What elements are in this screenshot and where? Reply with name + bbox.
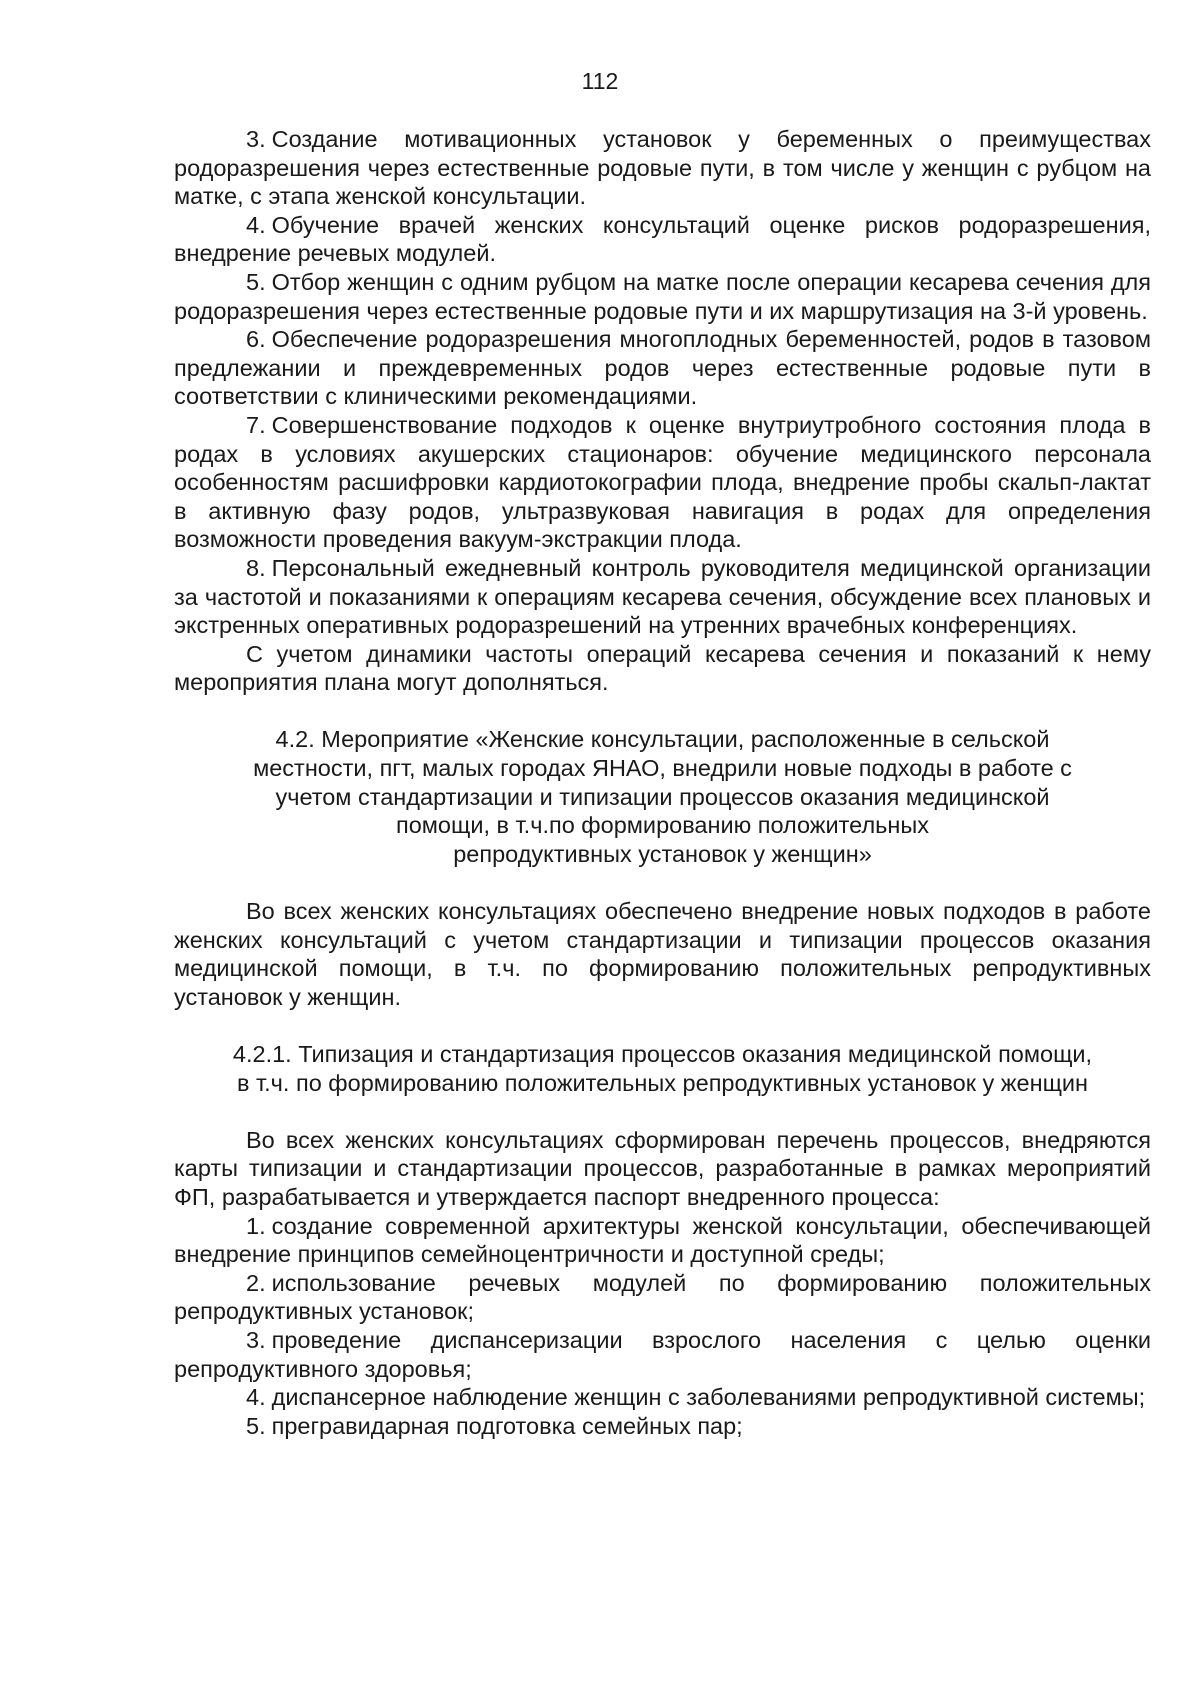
heading-line: местности, пгт, малых городах ЯНАО, внедрили новые подходы в работе с	[253, 755, 1072, 782]
spacer	[174, 697, 1151, 726]
list-item	[174, 125, 1151, 211]
list-item-text: Отбор женщин с одним рубцом на матке после операции кесарева сечения для родоразрешения через естественные родовые пути и их маршрутизация на 3-й уровень.	[174, 268, 1151, 324]
list-item-number: 2.	[246, 1269, 266, 1296]
list-item	[174, 211, 1151, 268]
list-item-number: 5.	[246, 268, 266, 295]
heading-line: учетом стандартизации и типизации процессов оказания медицинской	[275, 783, 1050, 810]
list-item-number: 6.	[246, 326, 266, 353]
list-item-text: Создание мотивационных установок у беременных о преимуществах родоразрешения через естественные родовые пути, в том числе у женщин с рубцом на матке, с этапа женской консультации.	[174, 126, 1151, 210]
list-item-number: 3.	[246, 1326, 266, 1353]
list-item	[174, 1383, 1151, 1412]
list-item-number: 4.	[246, 211, 266, 238]
list-item	[174, 411, 1151, 554]
heading-line: 4.2.1. Типизация и стандартизация процессов оказания медицинской помощи,	[232, 1041, 1093, 1067]
section-heading-4-2	[174, 725, 1151, 868]
list-item-text: использование речевых модулей по формированию положительных репродуктивных установок;	[174, 1269, 1151, 1325]
list-item	[174, 1326, 1151, 1383]
list-item-number: 3.	[246, 126, 266, 152]
closing-paragraph: С учетом динамики частоты операций кесарева сечения и показаний к нему мероприятия плана могут дополняться.	[174, 640, 1151, 696]
heading-line: в т.ч. по формированию положительных репродуктивных установок у женщин	[236, 1069, 1089, 1096]
list-item-number: 5.	[246, 1412, 266, 1439]
list-item-number: 8.	[246, 554, 266, 581]
list-item	[174, 1212, 1151, 1269]
page-number: 112	[581, 68, 619, 94]
list-item	[174, 268, 1151, 325]
section-heading-4-2-1	[174, 1040, 1151, 1097]
heading-line: репродуктивных установок у женщин»	[453, 840, 872, 867]
body-paragraph: Во всех женских консультациях обеспечено внедрение новых подходов в работе женских консультаций с учетом стандартизации и типизации процессов оказания медицинской помощи, в т.ч. по формированию положительных репродуктивных установок у женщин.	[174, 898, 1151, 1010]
list-item-number: 7.	[246, 411, 266, 438]
list-item-text: создание современной архитектуры женской консультации, обеспечивающей внедрение принципов семейноцентричности и доступной среды;	[174, 1212, 1151, 1268]
spacer	[174, 868, 1151, 897]
spacer	[174, 1097, 1151, 1126]
list-item-text: Персональный ежедневный контроль руководителя медицинской организации за частотой и показаниями к операциям кесарева сечения, обсуждение всех плановых и экстренных оперативных родоразрешений на утренних врачебных конференциях.	[174, 554, 1151, 639]
list-item-number: 1.	[246, 1212, 266, 1239]
list-item-number: 4.	[246, 1384, 266, 1411]
page-content	[174, 125, 1151, 1440]
heading-line: 4.2. Мероприятие «Женские консультации, расположенные в сельской	[275, 726, 1050, 753]
list-item	[174, 325, 1151, 411]
heading-line: помощи, в т.ч.по формированию положительных	[395, 812, 930, 839]
list-item-text: диспансерное наблюдение женщин с заболеваниями репродуктивной системы;	[271, 1384, 1146, 1411]
list-item	[174, 1269, 1151, 1326]
list-item	[174, 1412, 1151, 1441]
list-item-text: Обеспечение родоразрешения многоплодных беременностей, родов в тазовом предлежании и преждевременных родов через естественные родовые пути в соответствии с клиническими рекомендациями.	[174, 326, 1151, 410]
list-item-text: Обучение врачей женских консультаций оценке рисков родоразрешения, внедрение речевых модулей.	[174, 211, 1151, 267]
body-paragraph: Во всех женских консультациях сформирован перечень процессов, внедряются карты типизации и стандартизации процессов, разработанные в рамках мероприятий ФП, разрабатывается и утверждается паспорт внедренного процесса:	[174, 1126, 1151, 1210]
list-item	[174, 554, 1151, 640]
list-item-text: проведение диспансеризации взрослого населения с целью оценки репродуктивного здоровья;	[174, 1326, 1151, 1382]
list-item-text: прегравидарная подготовка семейных пар;	[271, 1412, 743, 1439]
list-item-text: Совершенствование подходов к оценке внутриутробного состояния плода в родах в условиях акушерских стационаров: обучение медицинского персонала особенностям расшифровки кардиотокографии плода, внедрение пробы скальп-лактат в активную фазу родов, ультразвуковая навигация в родах для определения возможности проведения вакуум-экстракции плода.	[174, 411, 1151, 553]
spacer	[174, 1011, 1151, 1040]
